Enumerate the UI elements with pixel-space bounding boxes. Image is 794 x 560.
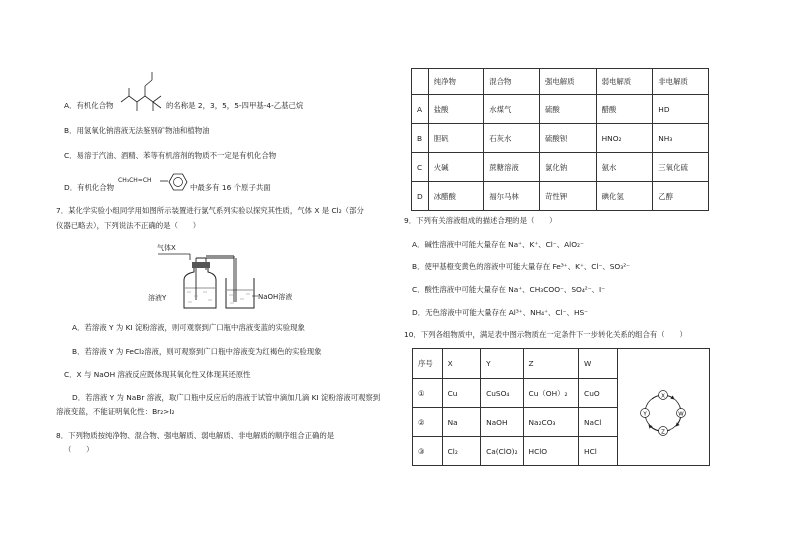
q8-options-table: [411, 68, 709, 211]
option-c: C．易溶于汽油、酒精、苯等有机溶剂的物质不一定是有机化合物: [64, 151, 277, 160]
table-cell: ③: [413, 437, 443, 466]
table-header-cell: W: [579, 349, 618, 379]
table-cell: ①: [413, 379, 443, 408]
cycle-node-x: X: [661, 393, 665, 400]
table-header-cell: 混合物: [484, 69, 540, 95]
q9-option-c: C．酸性溶液中可能大量存在 Na⁺、CH₃COO⁻、SO₄²⁻、I⁻: [412, 285, 606, 294]
table-cell: 硫酸: [539, 95, 596, 124]
table-cell: Ca(ClO)₂: [481, 437, 523, 466]
table-cell: HCl: [579, 437, 618, 466]
table-cell: ②: [413, 408, 443, 437]
q9-option-d: D．无色溶液中可能大量存在 Al³⁺、NH₄⁺、Cl⁻、HS⁻: [412, 308, 589, 317]
q9-option-a: A．碱性溶液中可能大量存在 Na⁺、K⁺、Cl⁻、AlO₂⁻: [412, 240, 584, 249]
table-cell: NH₃: [653, 124, 709, 153]
option-b: B．用氢氧化钠溶液无法鉴别矿物油和植物油: [64, 126, 210, 135]
table-header-cell: 非电解质: [653, 69, 709, 95]
q10-combination-table: [412, 348, 710, 466]
table-cell: CuSO₄: [481, 379, 523, 408]
q8-stem-line1: 8．下列物质按纯净物、混合物、强电解质、弱电解质、非电解质的顺序组合正确的是: [56, 431, 335, 440]
table-cell: HClO: [523, 437, 579, 466]
option-d-formula: CH₃CH=CH: [118, 177, 152, 184]
table-row: [412, 95, 709, 124]
option-a-prefix: A．有机化合物: [64, 101, 114, 110]
skeletal-structure-a: [118, 70, 164, 114]
table-cell: 盐酸: [428, 95, 484, 124]
table-cell: Cu（OH）₂: [523, 379, 579, 408]
table-cell: 三氧化硫: [653, 153, 709, 182]
table-header-cell: Y: [481, 349, 523, 379]
table-cell: 蔗糖溶液: [484, 153, 540, 182]
table-cell: Na₂CO₃: [523, 408, 579, 437]
benzene-ring-icon: [160, 172, 190, 192]
q10-stem: 10．下列各组物质中，满足表中图示物质在一定条件下一步转化关系的组合有（ ）: [404, 330, 687, 339]
table-cell: HD: [653, 95, 709, 124]
table-cell: C: [412, 153, 429, 182]
label-gas-x: 气体X: [157, 244, 176, 252]
table-cell: NaOH: [481, 408, 523, 437]
table-cell: D: [412, 182, 429, 211]
option-d-suffix: 中最多有 16 个原子共面: [190, 183, 271, 192]
label-solution-y: 溶液Y: [148, 294, 167, 302]
table-header-cell: [412, 69, 429, 95]
table-cell: 乙醇: [653, 182, 709, 211]
table-header-cell: 强电解质: [539, 69, 596, 95]
cycle-node-w: W: [678, 411, 684, 418]
q7-option-c: C．X 与 NaOH 溶液反应既体现其氧化性又体现其还原性: [64, 370, 251, 379]
q7-stem-line1: 7．某化学实验小组同学用如图所示装置进行氯气系列实验以探究其性质，气体 X 是 Cl₂（部分: [56, 206, 364, 215]
q9-option-b: B．使甲基橙变黄色的溶液中可能大量存在 Fe³⁺、K⁺、Cl⁻、SO₃²⁻: [412, 262, 631, 271]
q7-option-d-line1: D．若溶液 Y 为 NaBr 溶液，取广口瓶中反应后的溶液于试管中滴加几滴 KI 淀粉溶液可观察到: [72, 393, 381, 402]
table-row: [412, 182, 709, 211]
table-header-cell: 序号: [413, 349, 443, 379]
table-cell: 冰醋酸: [428, 182, 484, 211]
table-cell: 福尔马林: [484, 182, 540, 211]
table-row: [412, 153, 709, 182]
table-header-row: [413, 349, 710, 379]
q7-option-b: B．若溶液 Y 为 FeCl₂溶液，则可观察到广口瓶中溶液变为红褐色的实验现象: [72, 347, 322, 356]
table-cell: Cu: [442, 379, 480, 408]
table-cell: 碘化氢: [596, 182, 653, 211]
table-cell: NaCl: [579, 408, 618, 437]
cycle-diagram-cell: [618, 349, 710, 466]
conversion-cycle-diagram: [618, 351, 708, 461]
table-cell: 石灰水: [484, 124, 540, 153]
table-header-cell: Z: [523, 349, 579, 379]
table-cell: CuO: [579, 379, 618, 408]
table-cell: 火碱: [428, 153, 484, 182]
table-cell: 胆矾: [428, 124, 484, 153]
table-header-cell: X: [442, 349, 480, 379]
table-header-row: [412, 69, 709, 95]
q7-option-d-line2: 溶液变蓝，不能证明氧化性：Br₂>I₂: [56, 407, 175, 416]
cycle-node-y: Y: [643, 411, 647, 418]
apparatus-diagram: [150, 252, 300, 312]
q9-stem: 9．下列有关溶液组成的描述合理的是（ ）: [404, 216, 557, 225]
table-cell: Cl₂: [442, 437, 480, 466]
table-row: [412, 124, 709, 153]
table-cell: 醋酸: [596, 95, 653, 124]
cycle-node-z: Z: [661, 429, 665, 436]
table-cell: 水煤气: [484, 95, 540, 124]
label-naoh-solution: NaOH溶液: [258, 293, 293, 301]
q8-stem-line2: （ ）: [64, 445, 94, 454]
option-d-prefix: D．有机化合物: [64, 183, 115, 192]
table-header-cell: 纯净物: [428, 69, 484, 95]
option-a-suffix: 的名称是 2，3，5，5-四甲基-4-乙基己烷: [166, 101, 304, 110]
table-cell: Na: [442, 408, 480, 437]
table-cell: 硫酸钡: [539, 124, 596, 153]
table-cell: A: [412, 95, 429, 124]
table-cell: B: [412, 124, 429, 153]
table-header-cell: 弱电解质: [596, 69, 653, 95]
table-cell: 氯化钠: [539, 153, 596, 182]
table-cell: HNO₂: [596, 124, 653, 153]
table-cell: 氨水: [596, 153, 653, 182]
q7-stem-line2: 仪器已略去），下列说法不正确的是（ ）: [56, 221, 201, 230]
q7-option-a: A．若溶液 Y 为 KI 淀粉溶液，则可观察到广口瓶中溶液变蓝的实验现象: [72, 323, 305, 332]
table-cell: 苛性钾: [539, 182, 596, 211]
